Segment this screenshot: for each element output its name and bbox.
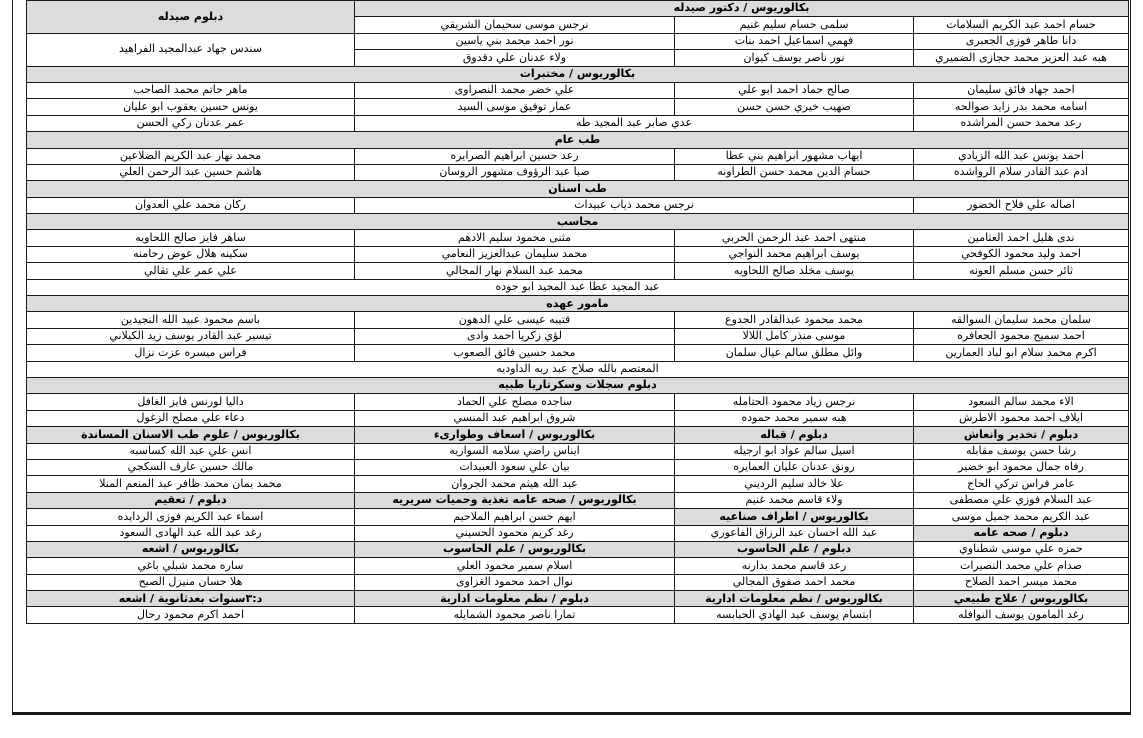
table-cell: محمد نهار عبد الكريم الضلاعين [27,148,355,164]
table-row [27,214,1129,230]
section-header: دبلوم / صحه عامه [914,525,1129,541]
table-cell: ايلاف احمد محمود الاطرش [914,410,1129,426]
table-cell: داليا لورنس فايز الغافل [27,394,355,410]
table-row [27,115,1129,131]
table-row [27,345,1129,361]
table-cell: عبد السلام فوزي علي مصطفى [914,492,1129,508]
table-cell: يوسف مخلد صالح اللحاويه [675,263,914,279]
table-row [27,246,1129,262]
table-cell: نرجس محمد ذياب عبيدات [355,197,914,213]
table-row [27,296,1129,312]
table-row [27,459,1129,475]
section-header: دبلوم / تعقيم [27,492,355,508]
section-header: محاسب [27,214,1129,230]
section-header: دبلوم سجلات وسكرتاريا طبيه [27,377,1129,393]
section-header: بكالوريوس / علم الحاسوب [355,541,675,557]
table-row [27,509,1129,525]
table-row [27,492,1129,508]
table-row [27,66,1129,82]
section-header: طب عام [27,132,1129,148]
table-row [27,181,1129,197]
table-row [27,33,1129,49]
table-row [27,427,1129,443]
table-cell: رعد حسين ابراهيم الصرايره [355,148,675,164]
table-cell: سندس جهاد عبدالمجيد الفراهيد [27,33,355,66]
table-row [27,410,1129,426]
table-cell: ساره محمد شبلي باغي [27,558,355,574]
table-cell: احمد سميح محمود الجعافره [914,328,1129,344]
table-cell: عمار توفيق موسى السيد [355,99,675,115]
section-header: بكالوريوس / مختبرات [27,66,1129,82]
staff-table [26,0,1129,624]
table-cell: نرجس زياد محمود الحتامله [675,394,914,410]
table-cell: فهمي اسماعيل احمد بنات [675,33,914,49]
section-header: بكالوريوس / اسعاف وطوارىء [355,427,675,443]
table-cell: مالك حسين عارف السكجي [27,459,355,475]
table-cell: محمد حسين فائق الصعوب [355,345,675,361]
table-cell: هلا حسان منيزل الصبح [27,574,355,590]
table-row [27,312,1129,328]
table-cell: علي خضر محمد النصراوى [355,82,675,98]
table-cell: اسماء عبد الكريم فوزى الردايده [27,509,355,525]
table-row [27,558,1129,574]
table-row [27,164,1129,180]
section-header: دبلوم / نظم معلومات ادارية [355,591,675,607]
table-cell: رونق عدنان عليان العمايره [675,459,914,475]
table-cell: عبد الله هيثم محمد الجروان [355,476,675,492]
table-cell: الاء محمد سالم السعود [914,394,1129,410]
table-cell: محمد سليمان عبدالعزيز النعامي [355,246,675,262]
table-cell: هبه سمير محمد حموده [675,410,914,426]
table-cell: صالح حماد احمد ابو علي [675,82,914,98]
table-row [27,197,1129,213]
table-cell: ابتسام يوسف عبد الهادي الحبابسه [675,607,914,623]
table-cell: محمد احمد صفوق المجالي [675,574,914,590]
section-header: بكالوريوس / اطراف صناعيه [675,509,914,525]
table-cell: موسى منذر كامل اللالا [675,328,914,344]
table-cell: علا خالد سليم الرديني [675,476,914,492]
page-frame-right [1130,0,1131,715]
table-cell: عبد المجيد عطا عبد المجيد ابو جوده [27,279,1129,295]
table-cell: عبد الله احسان عبد الرزاق الفاعوري [675,525,914,541]
table-cell: احمد يونس عبد الله الزيادي [914,148,1129,164]
table-row [27,377,1129,393]
table-cell: اسيل سالم عواد ابو ارجيله [675,443,914,459]
table-cell: هاشم حسين عبد الرحمن العلي [27,164,355,180]
section-header: د:٣سنوات بعدثانوية / اشعه [27,591,355,607]
section-header: دبلوم صيدله [27,1,355,34]
table-cell: عامر فراس تركي الحاج [914,476,1129,492]
table-cell: صبا عبد الرؤوف مشهور الروسان [355,164,675,180]
table-cell: المعتصم بالله صلاح عبد ربه الداوديه [27,361,1129,377]
table-cell: احمد جهاد فائق سليمان [914,82,1129,98]
table-row [27,394,1129,410]
table-cell: رغد المامون يوسف النوافله [914,607,1129,623]
table-cell: ساجده مصلح علي الحماد [355,394,675,410]
table-cell: ساهر فايز صالح اللحاويه [27,230,355,246]
table-cell: اسامه محمد بدر زايد صوالحه [914,99,1129,115]
table-cell: باسم محمود عبيد الله النجيدين [27,312,355,328]
table-cell: ايهاب مشهور ابراهيم بني عطا [675,148,914,164]
table-cell: محمد محمود عبدالقادر الجدوع [675,312,914,328]
table-cell: صدام علي محمد النصيرات [914,558,1129,574]
table-row [27,82,1129,98]
section-header: بكالوريوس / دكتور صيدله [355,1,1129,17]
table-cell: رفاه جمال محمود ابو خضير [914,459,1129,475]
table-cell: سلمى حسام سليم غنيم [675,17,914,33]
table-cell: صهيب خيري حسن حسن [675,99,914,115]
table-cell: سكينه هلال عوض رحامنه [27,246,355,262]
table-cell: عبد الكريم محمد جميل موسى [914,509,1129,525]
table-cell: حسام الدين محمد حسن الطراونه [675,164,914,180]
table-cell: عدي صابر عبد المجيد طه [355,115,914,131]
table-row [27,476,1129,492]
table-cell: لؤي زكريا احمد وادى [355,328,675,344]
table-cell: يوسف ابراهيم محمد النواجي [675,246,914,262]
section-header: بكالوريوس / علوم طب الاسنان المساندة [27,427,355,443]
table-cell: قتيبه عيسى علي الدهون [355,312,675,328]
table-cell: دعاء علي مصلح الزغول [27,410,355,426]
table-cell: بيان علي سعود العبيدات [355,459,675,475]
table-cell: رغد عبد الله عبد الهادى السعود [27,525,355,541]
page-frame-left [12,0,13,715]
table-cell: تيسير عبد القادر يوسف زيد الكيلاني [27,328,355,344]
section-header: دبلوم / تخدير وانعاش [914,427,1129,443]
table-row [27,574,1129,590]
table-cell: منتهى احمد عبد الرحمن الحربي [675,230,914,246]
section-header: مامور عهده [27,296,1129,312]
table-cell: يونس حسين يعقوب ابو عليان [27,99,355,115]
section-header: دبلوم / قباله [675,427,914,443]
table-cell: ولاء قاسم محمد غنيم [675,492,914,508]
table-cell: رشا حسن يوسف مقابله [914,443,1129,459]
table-cell: ايهم حسن ابراهيم الملاحيم [355,509,675,525]
table-row [27,263,1129,279]
table-row [27,525,1129,541]
section-header: بكالوريوس / نظم معلومات ادارية [675,591,914,607]
table-row [27,361,1129,377]
table-row [27,607,1129,623]
table-cell: احمد اكرم محمود رحال [27,607,355,623]
table-cell: علي عمر علي تقالي [27,263,355,279]
table-cell: وائل مطلق سالم عيال سلمان [675,345,914,361]
table-cell: محمد يمان محمد ظافر عبد المنعم المنلا [27,476,355,492]
table-cell: دانا طاهر فوزى الجعبرى [914,33,1129,49]
table-row [27,591,1129,607]
table-cell: ماهر حاتم محمد الصاحب [27,82,355,98]
table-row [27,279,1129,295]
table-cell: رغد كريم محمود الحسيني [355,525,675,541]
table-row [27,443,1129,459]
table-row [27,132,1129,148]
table-row [27,328,1129,344]
table-cell: ثائر حسن مسلم العونه [914,263,1129,279]
table-row [27,99,1129,115]
table-cell: محمد ميسر احمد الصلاح [914,574,1129,590]
table-cell: انس علي عبد الله كساسبه [27,443,355,459]
section-header: طب اسنان [27,181,1129,197]
table-cell: فراس ميسره عزت نزال [27,345,355,361]
section-header: دبلوم / علم الحاسوب [675,541,914,557]
table-cell: سلمان محمد سليمان السوالقه [914,312,1129,328]
table-cell: حمزه علي موسى شطناوي [914,541,1129,557]
table-cell: ايناس راضي سلامه السواريه [355,443,675,459]
table-cell: عمر عدنان زكي الحسن [27,115,355,131]
table-cell: احمد وليد محمود الكوفحي [914,246,1129,262]
table-cell: ادم عبد القادر سلام الرواشده [914,164,1129,180]
table-cell: حسام احمد عبد الكريم السلامات [914,17,1129,33]
section-header: بكالوريوس / علاج طبيعي [914,591,1129,607]
table-row [27,148,1129,164]
table-cell: ندى هليل احمد العثامين [914,230,1129,246]
table-cell: نوال احمد محمود الغزاوى [355,574,675,590]
table-cell: هبه عبد العزيز محمد حجازى الضميري [914,50,1129,66]
table-cell: اكرم محمد سلام ابو لباد العمارين [914,345,1129,361]
table-cell: ولاء عدنان علي دقدوق [355,50,675,66]
table-cell: مثنى محمود سليم الادهم [355,230,675,246]
table-cell: رعد قاسم محمد بدارنه [675,558,914,574]
table-row [27,1,1129,17]
table-row [27,230,1129,246]
document-sheet [15,0,1128,703]
table-cell: نور ناصر يوسف كيوان [675,50,914,66]
table-cell: نور احمد محمد بني ياسين [355,33,675,49]
table-cell: نرجس موسى سحيمان الشريقي [355,17,675,33]
section-header: بكالوريوس / اشعه [27,541,355,557]
table-row [27,541,1129,557]
table-cell: رعد محمد حسن المراشده [914,115,1129,131]
table-cell: تمارا ناصر محمود الشمايله [355,607,675,623]
page-frame-bottom [12,712,1131,715]
table-cell: اسلام سمير محمود العلي [355,558,675,574]
table-cell: ركان محمد علي العدوان [27,197,355,213]
table-cell: اصاله علي فلاح الخضور [914,197,1129,213]
section-header: بكالوريوس / صحه عامه تغذية وحميات سريريه [355,492,675,508]
table-cell: شروق ابراهيم عبد المنسي [355,410,675,426]
table-cell: محمد عبد السلام نهار المجالي [355,263,675,279]
